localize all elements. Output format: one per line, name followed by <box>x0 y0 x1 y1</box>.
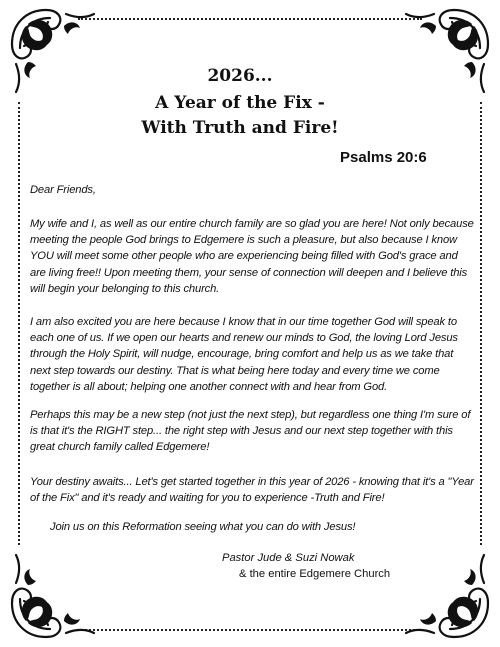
corner-ornament-icon <box>402 551 494 643</box>
paragraph-destiny: Your destiny awaits... Let's get started together in this year of 2026 - knowing that it's a "Year of the Fix" and it's ready and waiting for you to experience -Truth and Fire! <box>30 476 474 505</box>
paragraph-welcome: My wife and I, as well as our entire church family are so glad you are here! Not only because meeting the people God brings to Edgemere is such a pleasure, but also because I know YOU will meet some other people who are experiencing being filled with God's grace and are living free!! Upon meeting them, your sense of connection will deepen and I believe this will begin your belonging to this church. <box>30 218 474 295</box>
border-top <box>78 18 422 20</box>
title-theme: A Year of the Fix - <box>155 93 325 113</box>
title-year: 2026... <box>207 66 273 86</box>
paragraph-invitation: Join us on this Reformation seeing what you can do with Jesus! <box>50 521 356 533</box>
corner-ornament-icon <box>6 4 98 96</box>
border-right <box>480 102 482 545</box>
corner-ornament-icon <box>402 4 494 96</box>
signature-church: & the entire Edgemere Church <box>239 568 391 580</box>
scripture-reference: Psalms 20:6 <box>340 149 427 166</box>
title-subtitle: With Truth and Fire! <box>141 118 339 138</box>
border-bottom <box>78 629 422 631</box>
signature-names: Pastor Jude & Suzi Nowak <box>222 552 355 564</box>
border-left <box>18 102 20 545</box>
corner-ornament-icon <box>6 551 98 643</box>
paragraph-next-step: Perhaps this may be a new step (not just the next step), but regardless one thing I'm sure of is that it's the RIGHT step... the right step with Jesus and our next step together with this great church family called Edgemere! <box>30 409 471 454</box>
paragraph-excitement: I am also excited you are here because I know that in our time together God will speak to each one of us. If we open our hearts and renew our minds to God, the loving Lord Jesus through the Holy Spirit, will nudge, encourage, bring comfort and help us as we take that next step towards our destiny. That is what being here today and every time we come together is all about; helping one another connect with and hear from God. <box>30 316 458 393</box>
salutation: Dear Friends, <box>30 184 96 196</box>
